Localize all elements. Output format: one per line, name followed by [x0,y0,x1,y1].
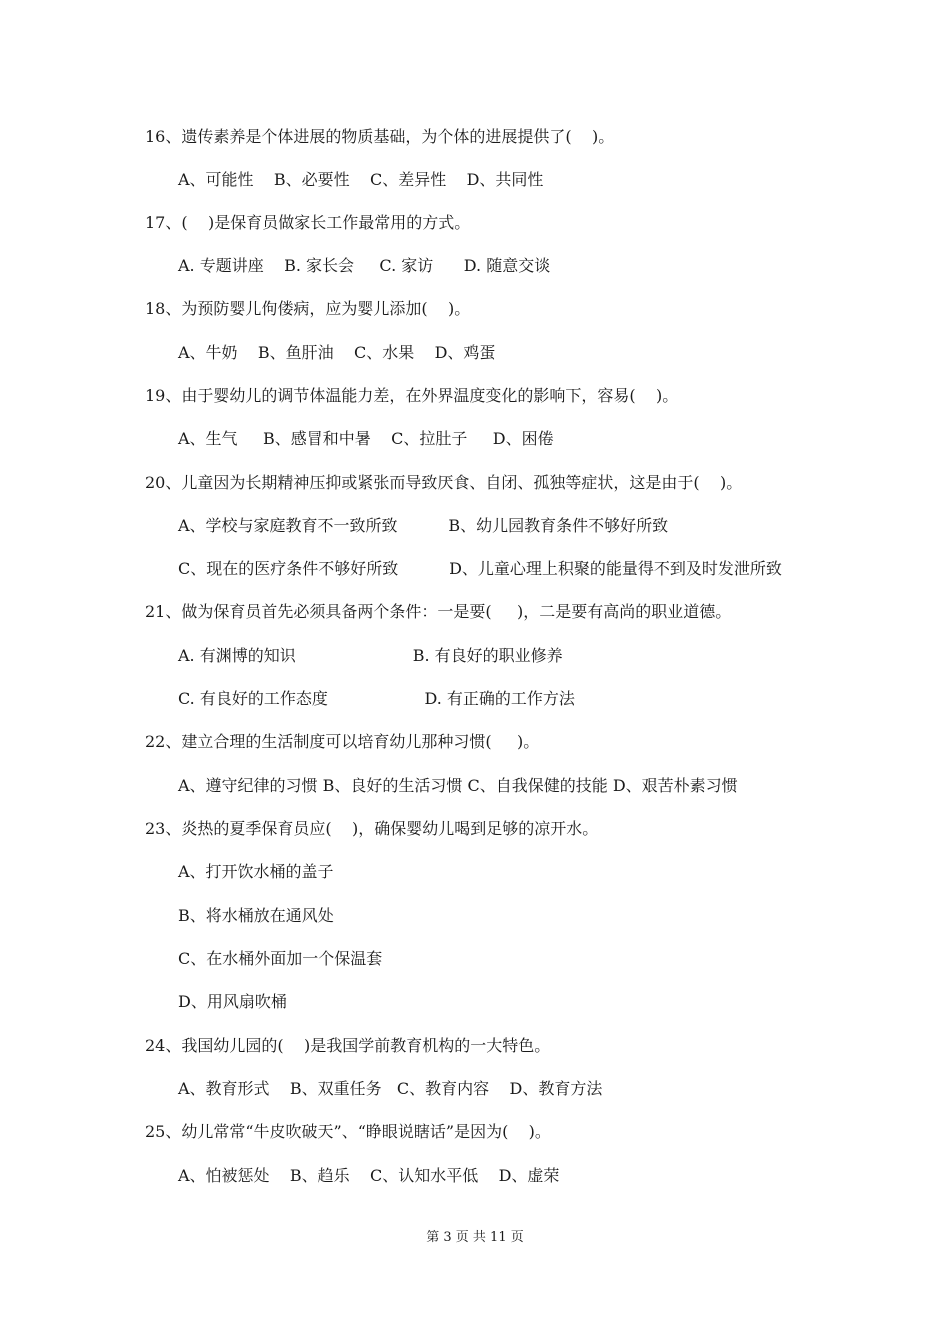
question-18: 18、为预防婴儿佝偻病，应为婴儿添加( )。 [145,299,471,318]
options-22: A、遵守纪律的习惯 B、良好的生活习惯 C、自我保健的技能 D、艰苦朴素习惯 [178,776,738,795]
question-16: 16、遗传素养是个体进展的物质基础，为个体的进展提供了( )。 [145,127,615,146]
question-23: 23、炎热的夏季保育员应( )，确保婴幼儿喝到足够的凉开水。 [145,819,599,838]
option-23-d: D、用风扇吹桶 [178,992,287,1011]
options-19: A、生气 B、感冒和中暑 C、拉肚子 D、困倦 [178,429,554,448]
options-18: A、牛奶 B、鱼肝油 C、水果 D、鸡蛋 [178,343,496,362]
question-17: 17、( )是保育员做家长工作最常用的方式。 [145,213,471,232]
page-number: 第 3 页 共 11 页 [426,1230,524,1245]
options-21-row-1: A. 有渊博的知识 B. 有良好的职业修养 [178,646,563,665]
options-25: A、怕被惩处 B、趋乐 C、认知水平低 D、虚荣 [178,1166,560,1185]
question-22: 22、建立合理的生活制度可以培育幼儿那种习惯( )。 [145,732,540,751]
options-24: A、教育形式 B、双重任务 C、教育内容 D、教育方法 [178,1079,603,1098]
question-19: 19、由于婴幼儿的调节体温能力差，在外界温度变化的影响下，容易( )。 [145,386,679,405]
options-20-row-2: C、现在的医疗条件不够好所致 D、儿童心理上积聚的能量得不到及时发泄所致 [178,559,782,578]
options-20-row-1: A、学校与家庭教育不一致所致 B、幼儿园教育条件不够好所致 [178,516,669,535]
question-20: 20、儿童因为长期精神压抑或紧张而导致厌食、自闭、孤独等症状，这是由于( )。 [145,473,743,492]
option-23-b: B、将水桶放在通风处 [178,906,334,925]
options-17: A. 专题讲座 B. 家长会 C. 家访 D. 随意交谈 [178,256,551,275]
question-24: 24、我国幼儿园的( )是我国学前教育机构的一大特色。 [145,1036,551,1055]
question-25: 25、幼儿常常“牛皮吹破天”、“睁眼说瞎话”是因为( )。 [145,1122,551,1141]
question-21: 21、做为保育员首先必须具备两个条件：一是要( )，二是要有高尚的职业道德。 [145,602,732,621]
options-21-row-2: C. 有良好的工作态度 D. 有正确的工作方法 [178,689,575,708]
option-23-c: C、在水桶外面加一个保温套 [178,949,383,968]
option-23-a: A、打开饮水桶的盖子 [178,862,334,881]
options-16: A、可能性 B、必要性 C、差异性 D、共同性 [178,170,544,189]
